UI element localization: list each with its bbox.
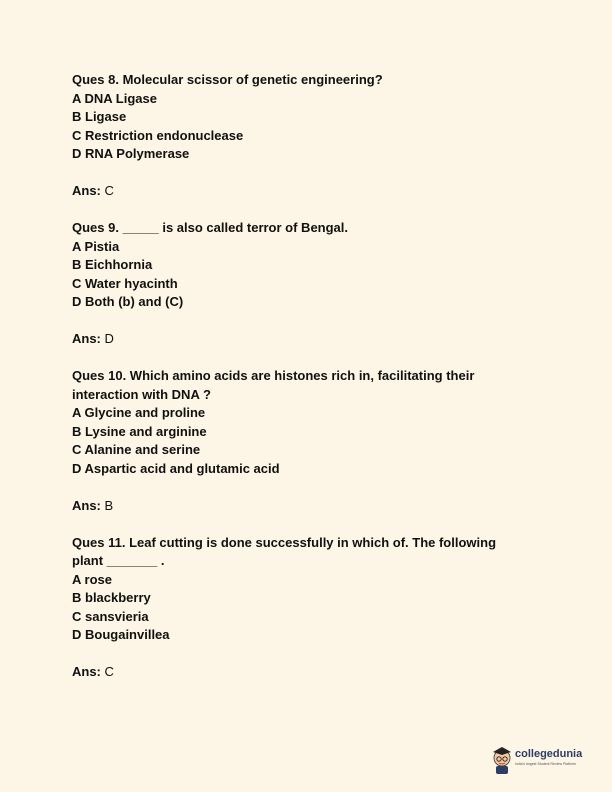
question-10 (72, 367, 552, 515)
question-text: Ques 11. Leaf cutting is done successfully in which of. The following (72, 534, 497, 550)
option-d: D RNA Polymerase (72, 146, 190, 161)
answer-value: C (104, 664, 114, 679)
answer-label: Ans: (72, 664, 101, 679)
logo-wordmark: collegedunia (515, 748, 583, 760)
option-c: C sansvieria (72, 608, 149, 624)
option-b: B blackberry (72, 590, 151, 605)
option-c: C Water hyacinth (72, 275, 178, 291)
question-text-cont: interaction with DNA ? (72, 386, 211, 402)
option-a: A Pistia (72, 238, 120, 254)
option-c: C Restriction endonuclease (72, 127, 244, 143)
option-c: C Alanine and serine (72, 442, 201, 457)
answer-label: Ans: (72, 183, 101, 198)
option-d: D Bougainvillea (72, 627, 170, 642)
answer (72, 182, 552, 201)
question-text-cont: plant _______ . (72, 553, 165, 568)
option-b: B Lysine and arginine (72, 423, 207, 439)
question-9 (72, 219, 552, 349)
answer (72, 497, 552, 516)
answer-label: Ans: (72, 497, 101, 513)
question-text: Ques 10. Which amino acids are histones rich in, facilitating their (72, 368, 475, 383)
option-b: B Ligase (72, 109, 127, 124)
question-list (72, 71, 552, 682)
question-8 (72, 71, 552, 201)
collegedunia-logo (489, 742, 599, 776)
option-b: B Eichhornia (72, 257, 153, 272)
option-a: A DNA Ligase (72, 90, 157, 106)
logo-tagline: India's largest Student Review Platform (515, 762, 576, 766)
answer-label: Ans: (72, 331, 101, 346)
answer (72, 330, 552, 349)
mascot-icon (489, 742, 515, 776)
option-d: D Both (b) and (C) (72, 294, 184, 309)
option-d: D Aspartic acid and glutamic acid (72, 460, 280, 476)
answer (72, 663, 552, 682)
question-11 (72, 534, 552, 682)
question-text: Ques 9. _____ is also called terror of Bengal. (72, 220, 349, 235)
answer-value: B (104, 497, 114, 513)
question-text: Ques 8. Molecular scissor of genetic engineering? (72, 72, 383, 87)
option-a: A rose (72, 571, 112, 587)
option-a: A Glycine and proline (72, 405, 206, 420)
answer-value: D (104, 331, 114, 346)
answer-value: C (104, 183, 114, 198)
